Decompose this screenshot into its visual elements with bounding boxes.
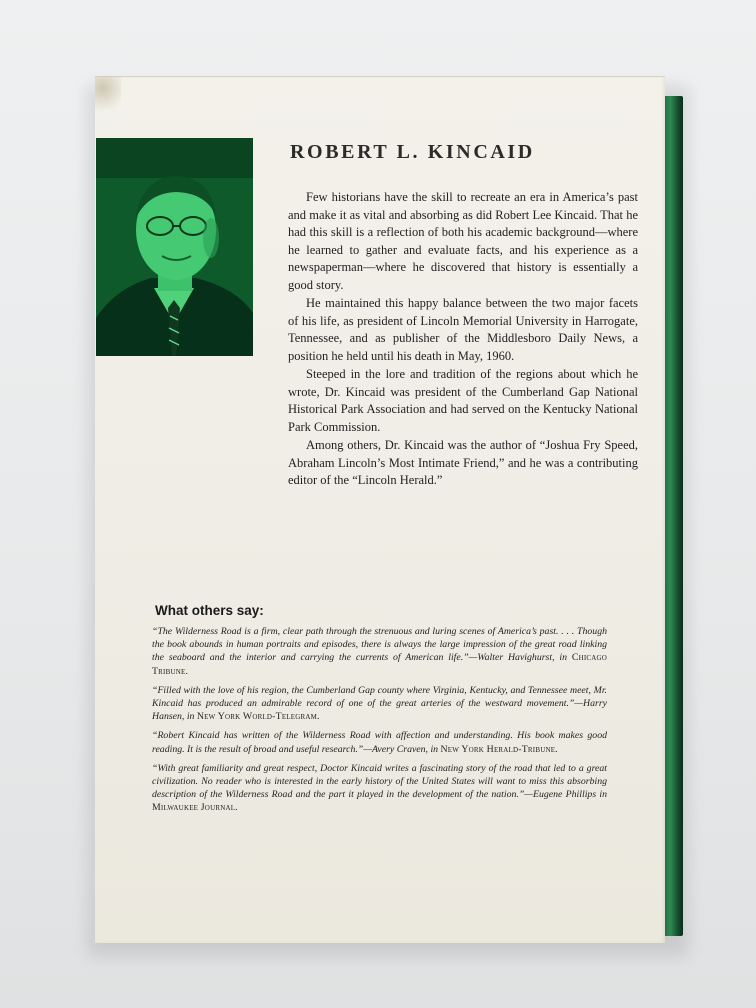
review-quote	[152, 625, 607, 678]
review-quotes	[152, 625, 607, 821]
quote-text: “Filled with the love of his region, the Cumberland Gap county where Virginia, Kentucky, and Tennessee meet, Mr. Kincaid has produced an admirable record of one of the great arteries of the westward movement.”—Harry Hansen, in	[152, 684, 607, 723]
quote-text: “The Wilderness Road is a firm, clear path through the strenuous and luring scenes of America’s past. . . . Though the book abounds in human portraits and episodes, there is always the large impression of the great road linking the seaboard and the interior and carrying the currents of American life.”—Walter Havighurst, in	[152, 626, 607, 664]
quote-text: “Robert Kincaid has written of the Wilderness Road with affection and understanding. His book makes good reading. It is the result of broad and useful research.”—Avery Craven, in	[152, 730, 607, 755]
corner-wear	[95, 76, 121, 116]
review-quote	[152, 729, 607, 755]
reviews-heading: What others say:	[155, 603, 264, 618]
quote-text: “With great familiarity and great respect, Doctor Kincaid writes a fascinating story of the road that led to a great civilization. No reader who is interested in the early history of the United States will want to miss this absorbing description of the Wilderness Road and the part it played in the development of the nation.”—Eugene Phillips in	[152, 762, 607, 801]
review-quote	[152, 684, 607, 724]
bio-paragraph: He maintained this happy balance between the two major facets of his life, as president of Lincoln Memorial University in Harrogate, Tennessee, and as publisher of the Middlesboro Daily News, a position he held until his death in May, 1960.	[288, 296, 638, 363]
quote-source: New York World-Telegram.	[196, 711, 320, 723]
author-portrait	[96, 138, 253, 356]
review-quote	[152, 762, 607, 815]
author-biography	[288, 189, 638, 491]
bio-paragraph: Steeped in the lore and tradition of the regions about which he wrote, Dr. Kincaid was president of the Cumberland Gap National Historical Park Association and had served on the Kentucky National Park Commission.	[288, 367, 638, 434]
bio-paragraph: Among others, Dr. Kincaid was the author of “Joshua Fry Speed, Abraham Lincoln’s Most Intimate Friend,” and he was a contributing editor of the “Lincoln Herald.”	[288, 438, 638, 487]
author-portrait-image	[96, 138, 253, 356]
bio-paragraph: Few historians have the skill to recreate an era in America’s past and make it as vital and absorbing as did Robert Lee Kincaid. That he had this skill is a reflection of both his academic background—where he learned to gather and evaluate facts, and his experience as a newspaperman—where he discovered that history is essentially a good story.	[288, 190, 638, 292]
quote-source: Chicago Tribune.	[152, 652, 607, 677]
author-name-heading: ROBERT L. KINCAID	[290, 141, 535, 163]
quote-source: New York Herald-Tribune.	[440, 743, 558, 755]
quote-source: Milwaukee Journal.	[152, 802, 238, 814]
